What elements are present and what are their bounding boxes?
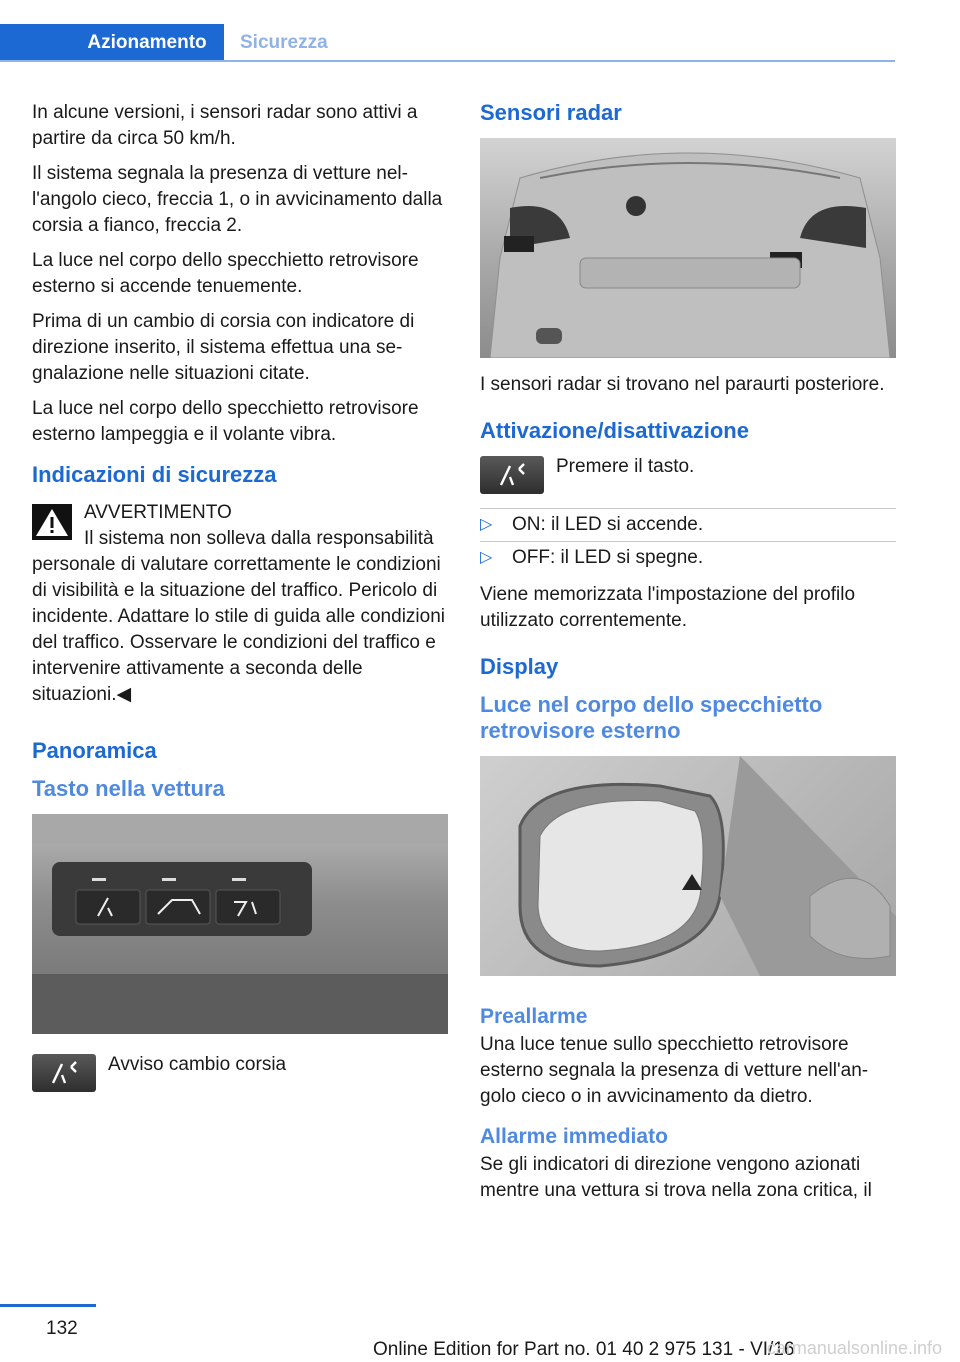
press-button-row <box>480 456 896 494</box>
right-column <box>480 100 896 1213</box>
lane-change-warning-icon <box>32 1054 96 1092</box>
button-caption: Avviso cambio corsia <box>108 1054 287 1075</box>
press-button-text: Premere il tasto. <box>556 456 695 477</box>
warning-title: AVVERTIMENTO <box>84 502 232 523</box>
list-item: ▷ ON: il LED si accende. <box>480 508 896 541</box>
paragraph-radar-speed: In alcune versioni, i sensori radar sono attivi a partire da circa 50 km/h. <box>32 102 418 149</box>
mirror-illustration <box>480 756 896 976</box>
footer-divider <box>0 1304 96 1307</box>
warning-text-first: Il sistema non solleva dalla responsabilità <box>84 528 434 549</box>
button-panel-photo <box>32 814 448 1034</box>
left-column <box>32 100 448 1092</box>
heading-prealarm: Preallarme <box>480 1005 588 1028</box>
triangle-bullet-icon: ▷ <box>480 516 493 533</box>
car-rear-photo <box>480 138 896 358</box>
lane-change-warning-icon <box>480 456 544 494</box>
button-panel-illustration <box>32 814 448 1034</box>
edition-text: Online Edition for Part no. 01 40 2 975 131 - VI/16 <box>373 1339 795 1360</box>
warning-triangle-icon <box>32 504 72 540</box>
paragraph-prealarm: Una luce tenue sullo specchietto retrovisore esterno segnala la presenza di vetture nell'angolo cieco o in avvicinamento da dietro. <box>480 1034 869 1107</box>
list-item: ▷ OFF: il LED si spegne. <box>480 541 896 574</box>
heading-display: Display <box>480 654 559 679</box>
paragraph-immediate-alarm: Se gli indicatori di direzione vengono azionati mentre una vettura si trova nella zona critica, il <box>480 1154 872 1201</box>
warning-block <box>32 500 448 708</box>
page-number: 132 <box>46 1318 78 1339</box>
watermark: carmanualsonline.info <box>766 1338 942 1358</box>
on-off-list <box>480 508 896 574</box>
heading-radar-sensors: Sensori radar <box>480 100 622 125</box>
lane-warning-button-row <box>32 1054 448 1092</box>
heading-overview: Panoramica <box>32 738 157 763</box>
mirror-photo <box>480 756 896 976</box>
triangle-bullet-icon: ▷ <box>480 549 493 566</box>
header-divider <box>0 60 895 62</box>
paragraph-radar-location: I sensori radar si trovano nel paraurti posteriore. <box>480 374 885 395</box>
paragraph-light-dim: La luce nel corpo dello specchietto retrovisore esterno si accende tenuemente. <box>32 250 419 297</box>
paragraph-lane-change: Prima di un cambio di corsia con indicatore di direzione inserito, il sistema effettua una segnalazione nelle situazioni citate. <box>32 311 415 384</box>
heading-mirror-light: Luce nel corpo dello specchietto retrovisore esterno <box>480 692 823 743</box>
tab-azionamento[interactable]: Azionamento <box>0 24 224 61</box>
tab-sicurezza[interactable]: Sicurezza <box>240 31 328 53</box>
heading-safety: Indicazioni di sicurezza <box>32 462 277 487</box>
heading-immediate-alarm: Allarme immediato <box>480 1125 668 1148</box>
header-bar <box>0 0 895 62</box>
paragraph-blind-spot: Il sistema segnala la presenza di vetture nell'angolo cieco, freccia 1, o in avvicinamento dalla corsia a fianco, freccia 2. <box>32 163 443 236</box>
heading-button-in-car: Tasto nella vettura <box>32 776 225 801</box>
paragraph-profile-memory: Viene memorizzata l'impostazione del profilo utilizzato correntemente. <box>480 584 856 631</box>
warning-text: personale di valutare correttamente le condizioni di visibilità e la situazione del traffico. Pericolo di incidente. Adattare lo stile di guida alle condizioni del traffico. Osservare le condizioni del traffico e intervenire attivamente a seconda delle situazioni.◀ <box>32 554 445 705</box>
paragraph-light-flash: La luce nel corpo dello specchietto retrovisore esterno lampeggia e il volante vibra. <box>32 398 419 445</box>
heading-activation: Attivazione/disattivazione <box>480 418 749 443</box>
car-rear-illustration <box>480 138 896 358</box>
